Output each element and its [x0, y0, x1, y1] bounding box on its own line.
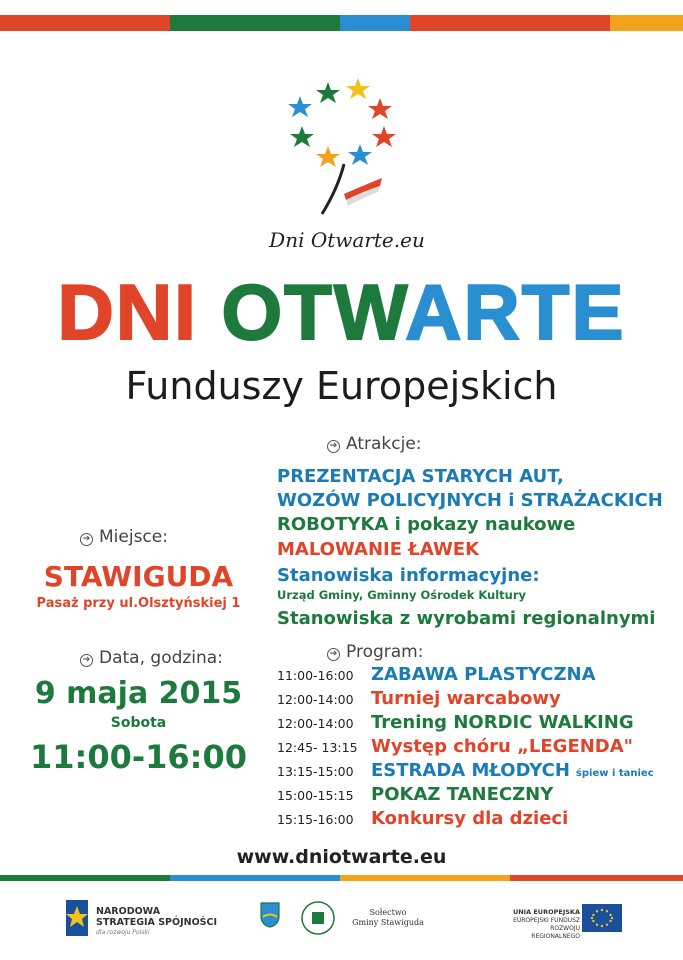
page-title	[0, 268, 683, 356]
attraction-item: ROBOTYKA i pokazy naukowe	[277, 514, 576, 535]
program-row	[277, 736, 677, 760]
eu-flag-icon	[582, 904, 622, 932]
coat-of-arms-icon	[260, 902, 280, 928]
attraction-item: Stanowiska informacyjne:	[277, 565, 540, 586]
event-day: Sobota	[110, 715, 167, 731]
event-time: 11:00-16:00	[30, 738, 247, 776]
program-row	[277, 760, 677, 784]
website-link[interactable]: www.dniotwarte.eu	[236, 846, 447, 868]
program-time: 12:45- 13:15	[277, 740, 358, 755]
gok-round-logo-icon	[300, 900, 336, 936]
stem-icon	[322, 164, 344, 214]
program-row	[277, 712, 677, 736]
attraction-item: Stanowiska z wyrobami regionalnymi	[277, 608, 656, 629]
solectwo-text: Sołectwo Gminy Stawiguda	[352, 908, 424, 927]
program-name: Konkursy dla dzieci	[371, 808, 569, 829]
footer-logos	[0, 892, 683, 952]
top-color-stripe	[0, 15, 683, 31]
arrow-right-icon: ➔	[327, 648, 340, 661]
attraction-item: PREZENTACJA STARYCH AUT,	[277, 466, 564, 487]
bottom-color-stripe	[0, 875, 683, 881]
program-row	[277, 664, 677, 688]
program-name: POKAZ TANECZNY	[371, 784, 554, 805]
program-name: Trening NORDIC WALKING	[371, 712, 634, 733]
attraction-item: Urząd Gminy, Gminny Ośrodek Kultury	[277, 588, 527, 602]
program-label: ➔ Program:	[327, 642, 423, 662]
event-date: 9 maja 2015	[34, 676, 243, 711]
arrow-right-icon: ➔	[327, 440, 340, 453]
attractions-label: ➔ Atrakcje:	[327, 434, 422, 454]
program-name: Turniej warcabowy	[371, 688, 561, 709]
stars-icon	[288, 78, 396, 167]
program-time: 15:15-16:00	[277, 812, 354, 827]
program-list	[277, 664, 677, 832]
attraction-item: MALOWANIE ŁAWEK	[277, 539, 480, 560]
logo-wordmark: Dni Otwarte.eu	[269, 228, 425, 252]
nss-text: NARODOWA STRATEGIA SPÓJNOŚCI	[96, 906, 218, 928]
program-row	[277, 784, 677, 808]
program-name: ZABAWA PLASTYCZNA	[371, 664, 596, 685]
program-time: 15:00-15:15	[277, 788, 354, 803]
program-note: śpiew i taniec	[575, 768, 654, 779]
program-time: 12:00-14:00	[277, 716, 354, 731]
program-name: ESTRADA MŁODYCH	[371, 760, 570, 781]
program-name: Występ chóru „LEGENDA"	[371, 736, 634, 757]
place-label: ➔ Miejsce:	[80, 527, 168, 547]
title-part-otw: OTW	[221, 268, 406, 356]
title-part-arte: ARTE	[405, 268, 626, 356]
program-time: 11:00-16:00	[277, 668, 354, 683]
place-name: STAWIGUDA	[43, 560, 234, 593]
date-label: ➔ Data, godzina:	[80, 648, 223, 668]
nss-subtext: dla rozwoju Polski	[96, 929, 150, 936]
program-time: 12:00-14:00	[277, 692, 354, 707]
title-part-dni: DNI	[57, 268, 222, 356]
attraction-item: WOZÓW POLICYJNYCH i STRAŻACKICH	[277, 490, 663, 511]
eu-fund-text: UNIA EUROPEJSKA EUROPEJSKI FUNDUSZ ROZWOJU REGIONALNEGO	[512, 908, 580, 940]
program-row	[277, 688, 677, 712]
arrow-right-icon: ➔	[80, 533, 93, 546]
arrow-right-icon: ➔	[80, 654, 93, 667]
place-detail: Pasaż przy ul.Olsztyńskiej 1	[36, 596, 241, 611]
program-row	[277, 808, 677, 832]
page-subtitle: Funduszy Europejskich	[125, 364, 558, 408]
program-time: 13:15-15:00	[277, 764, 354, 779]
